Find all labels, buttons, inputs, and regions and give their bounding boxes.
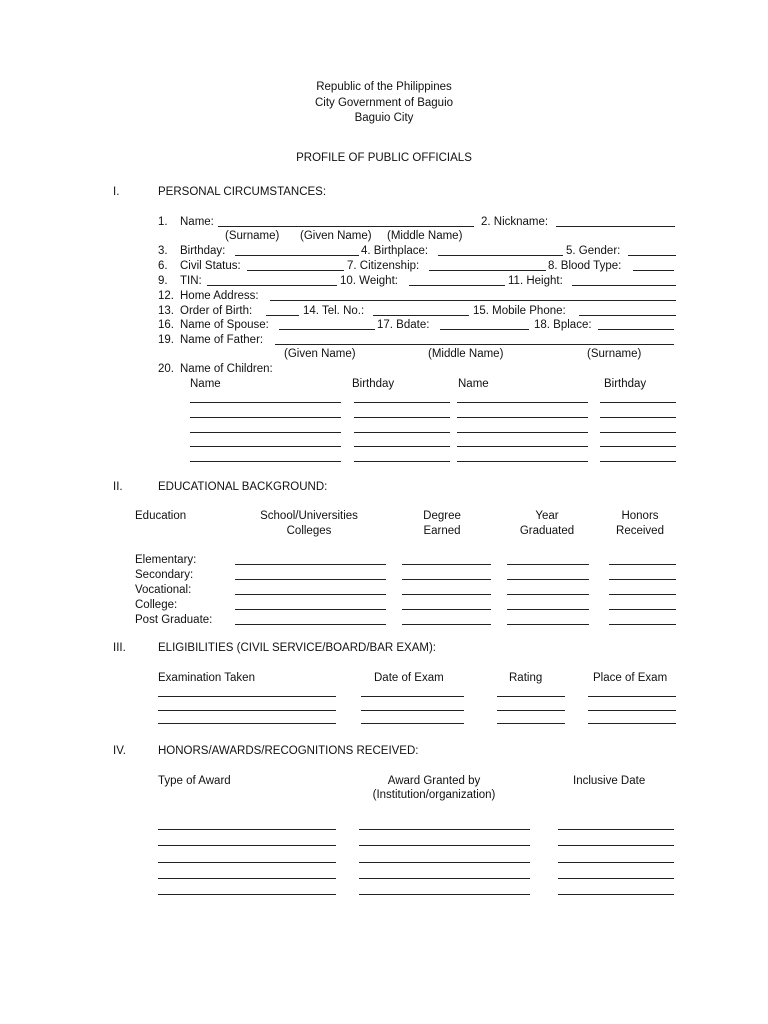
birthday-label: Birthday:: [180, 245, 226, 257]
middle-name-caption: (Middle Name): [387, 230, 463, 242]
father-name-label: Name of Father:: [180, 334, 264, 346]
father-name-field[interactable]: [275, 344, 674, 345]
child-field-r5-c4[interactable]: [600, 461, 676, 462]
bplace-field[interactable]: [598, 329, 674, 330]
award-field-r2-c2[interactable]: [359, 845, 530, 846]
award-field-r5-c1[interactable]: [158, 894, 336, 895]
father-given-caption: (Given Name): [284, 348, 356, 360]
award-granted-header-line-1: Award Granted by: [387, 775, 481, 787]
eligibility-field-r3-c2[interactable]: [361, 723, 464, 724]
eligibility-field-r3-c3[interactable]: [497, 723, 565, 724]
section-1-title: PERSONAL CIRCUMSTANCES:: [158, 186, 327, 198]
gender-field[interactable]: [628, 255, 676, 256]
education-field-r3-c3[interactable]: [507, 594, 589, 595]
rating-header: Rating: [509, 672, 543, 684]
height-field[interactable]: [572, 285, 676, 286]
section-3-title: ELIGIBILITIES (CIVIL SERVICE/BOARD/BAR EXAM):: [158, 642, 436, 654]
degree-header-line-2: Earned: [423, 525, 461, 537]
nickname-label: 2. Nickname:: [481, 216, 549, 228]
award-field-r5-c3[interactable]: [558, 894, 674, 895]
item-number-1: 1.: [158, 216, 168, 228]
award-field-r1-c2[interactable]: [359, 829, 530, 830]
education-field-r5-c3[interactable]: [507, 624, 589, 625]
award-field-r3-c2[interactable]: [359, 862, 530, 863]
child-field-r2-c4[interactable]: [600, 417, 676, 418]
gender-label: 5. Gender:: [566, 245, 621, 257]
section-1-number: I.: [113, 186, 120, 198]
eligibility-field-r1-c2[interactable]: [361, 696, 464, 697]
award-field-r2-c1[interactable]: [158, 845, 336, 846]
order-of-birth-field[interactable]: [266, 315, 299, 316]
education-header: Education: [135, 510, 187, 522]
eligibility-field-r1-c4[interactable]: [588, 696, 676, 697]
father-middle-caption: (Middle Name): [428, 348, 504, 360]
eligibility-field-r1-c3[interactable]: [497, 696, 565, 697]
exam-taken-header: Examination Taken: [158, 672, 255, 684]
eligibility-field-r2-c3[interactable]: [497, 710, 565, 711]
education-field-r3-c1[interactable]: [235, 594, 386, 595]
education-field-r1-c2[interactable]: [402, 564, 491, 565]
child-field-r1-c2[interactable]: [354, 402, 450, 403]
eligibility-field-r3-c1[interactable]: [158, 723, 336, 724]
tel-no-field[interactable]: [373, 315, 469, 316]
inclusive-date-header: Inclusive Date: [573, 775, 646, 787]
child-field-r4-c4[interactable]: [600, 446, 676, 447]
education-field-r5-c1[interactable]: [235, 624, 386, 625]
child-field-r4-c3[interactable]: [457, 446, 588, 447]
education-field-r2-c3[interactable]: [507, 579, 589, 580]
award-field-r2-c3[interactable]: [558, 845, 674, 846]
year-header-line-2: Graduated: [519, 525, 575, 537]
birthplace-field[interactable]: [438, 255, 563, 256]
children-name-header-1: Name: [190, 378, 221, 390]
education-level-label: Elementary:: [135, 554, 197, 566]
honors-header-line-1: Honors: [621, 510, 659, 522]
spouse-name-label: Name of Spouse:: [180, 319, 269, 331]
bplace-label: 18. Bplace:: [534, 319, 592, 331]
weight-field[interactable]: [409, 285, 505, 286]
citizenship-label: 7. Citizenship:: [347, 260, 420, 272]
home-address-field[interactable]: [270, 300, 676, 301]
award-field-r5-c2[interactable]: [359, 894, 530, 895]
given-name-caption: (Given Name): [300, 230, 372, 242]
award-field-r1-c1[interactable]: [158, 829, 336, 830]
children-label: Name of Children:: [180, 363, 273, 375]
education-field-r2-c2[interactable]: [402, 579, 491, 580]
education-field-r4-c3[interactable]: [507, 609, 589, 610]
section-3-number: III.: [113, 642, 126, 654]
degree-header-line-1: Degree: [423, 510, 461, 522]
exam-place-header: Place of Exam: [593, 672, 668, 684]
child-field-r2-c2[interactable]: [354, 417, 450, 418]
height-label: 11. Height:: [508, 275, 563, 287]
bdate-field[interactable]: [440, 329, 529, 330]
children-birthday-header-1: Birthday: [352, 378, 395, 390]
section-4-number: IV.: [113, 745, 127, 757]
award-field-r1-c3[interactable]: [558, 829, 674, 830]
tel-no-label: 14. Tel. No.:: [303, 305, 365, 317]
award-type-header: Type of Award: [158, 775, 231, 787]
form-title: PROFILE OF PUBLIC OFFICIALS: [296, 152, 472, 164]
tin-label: TIN:: [180, 275, 202, 287]
award-granted-header-line-2: (Institution/organization): [372, 789, 496, 801]
mobile-phone-field[interactable]: [579, 315, 676, 316]
name-label: Name:: [180, 216, 214, 228]
eligibility-field-r3-c4[interactable]: [588, 723, 676, 724]
children-name-header-2: Name: [458, 378, 489, 390]
honors-header-line-2: Received: [616, 525, 664, 537]
child-field-r2-c3[interactable]: [457, 417, 588, 418]
eligibility-field-r1-c1[interactable]: [158, 696, 336, 697]
eligibility-field-r2-c2[interactable]: [361, 710, 464, 711]
child-field-r2-c1[interactable]: [190, 417, 341, 418]
child-field-r4-c2[interactable]: [354, 446, 450, 447]
award-field-r3-c1[interactable]: [158, 862, 336, 863]
education-field-r2-c4[interactable]: [609, 579, 676, 580]
header-line-3: Baguio City: [354, 112, 414, 124]
weight-label: 10. Weight:: [340, 275, 398, 287]
child-field-r1-c3[interactable]: [457, 402, 588, 403]
home-address-label: Home Address:: [180, 290, 259, 302]
header-line-1: Republic of the Philippines: [316, 81, 452, 93]
child-field-r3-c3[interactable]: [457, 432, 588, 433]
blood-type-field[interactable]: [633, 270, 674, 271]
education-field-r5-c2[interactable]: [402, 624, 491, 625]
section-4-title: HONORS/AWARDS/RECOGNITIONS RECEIVED:: [158, 745, 419, 757]
child-field-r3-c1[interactable]: [190, 432, 341, 433]
father-surname-caption: (Surname): [587, 348, 642, 360]
child-field-r3-c2[interactable]: [354, 432, 450, 433]
child-field-r1-c4[interactable]: [600, 402, 676, 403]
award-field-r4-c1[interactable]: [158, 878, 336, 879]
order-of-birth-label: Order of Birth:: [180, 305, 253, 317]
header-line-2: City Government of Baguio: [314, 97, 454, 109]
year-header-line-1: Year: [535, 510, 559, 522]
exam-date-header: Date of Exam: [374, 672, 444, 684]
education-level-label: College:: [135, 599, 178, 611]
child-field-r4-c1[interactable]: [190, 446, 341, 447]
item-number-19: 19.: [158, 334, 174, 346]
birthday-field[interactable]: [235, 255, 359, 256]
item-number-9: 9.: [158, 275, 168, 287]
blood-type-label: 8. Blood Type:: [548, 260, 622, 272]
education-level-label: Vocational:: [135, 584, 192, 596]
citizenship-field[interactable]: [429, 270, 546, 271]
section-2-number: II.: [113, 481, 123, 493]
civil-status-field[interactable]: [247, 270, 344, 271]
child-field-r5-c2[interactable]: [354, 461, 450, 462]
item-number-20: 20.: [158, 363, 174, 375]
child-field-r1-c1[interactable]: [190, 402, 341, 403]
section-2-title: EDUCATIONAL BACKGROUND:: [158, 481, 328, 493]
education-field-r1-c4[interactable]: [609, 564, 676, 565]
item-number-13: 13.: [158, 305, 174, 317]
education-field-r4-c2[interactable]: [402, 609, 491, 610]
award-field-r4-c2[interactable]: [359, 878, 530, 879]
eligibility-field-r2-c4[interactable]: [588, 710, 676, 711]
civil-status-label: Civil Status:: [180, 260, 241, 272]
education-field-r3-c4[interactable]: [609, 594, 676, 595]
education-field-r4-c1[interactable]: [235, 609, 386, 610]
name-field[interactable]: [218, 226, 474, 227]
item-number-3: 3.: [158, 245, 168, 257]
child-field-r5-c3[interactable]: [457, 461, 588, 462]
nickname-field[interactable]: [556, 226, 675, 227]
item-number-6: 6.: [158, 260, 168, 272]
item-number-12: 12.: [158, 290, 174, 302]
spouse-name-field[interactable]: [279, 329, 375, 330]
education-field-r4-c4[interactable]: [609, 609, 676, 610]
school-header-line-2: Colleges: [286, 525, 332, 537]
mobile-phone-label: 15. Mobile Phone:: [473, 305, 566, 317]
children-birthday-header-2: Birthday: [604, 378, 647, 390]
bdate-label: 17. Bdate:: [377, 319, 430, 331]
item-number-16: 16.: [158, 319, 174, 331]
education-field-r5-c4[interactable]: [609, 624, 676, 625]
child-field-r5-c1[interactable]: [190, 461, 341, 462]
eligibility-field-r2-c1[interactable]: [158, 710, 336, 711]
award-field-r3-c3[interactable]: [558, 862, 674, 863]
birthplace-label: 4. Birthplace:: [361, 245, 429, 257]
education-level-label: Post Graduate:: [135, 614, 213, 626]
education-field-r1-c3[interactable]: [507, 564, 589, 565]
award-field-r4-c3[interactable]: [558, 878, 674, 879]
school-header-line-1: School/Universities: [260, 510, 358, 522]
surname-caption: (Surname): [225, 230, 280, 242]
child-field-r3-c4[interactable]: [600, 432, 676, 433]
tin-field[interactable]: [207, 285, 337, 286]
education-level-label: Secondary:: [135, 569, 194, 581]
education-field-r3-c2[interactable]: [402, 594, 491, 595]
education-field-r2-c1[interactable]: [235, 579, 386, 580]
education-field-r1-c1[interactable]: [235, 564, 386, 565]
